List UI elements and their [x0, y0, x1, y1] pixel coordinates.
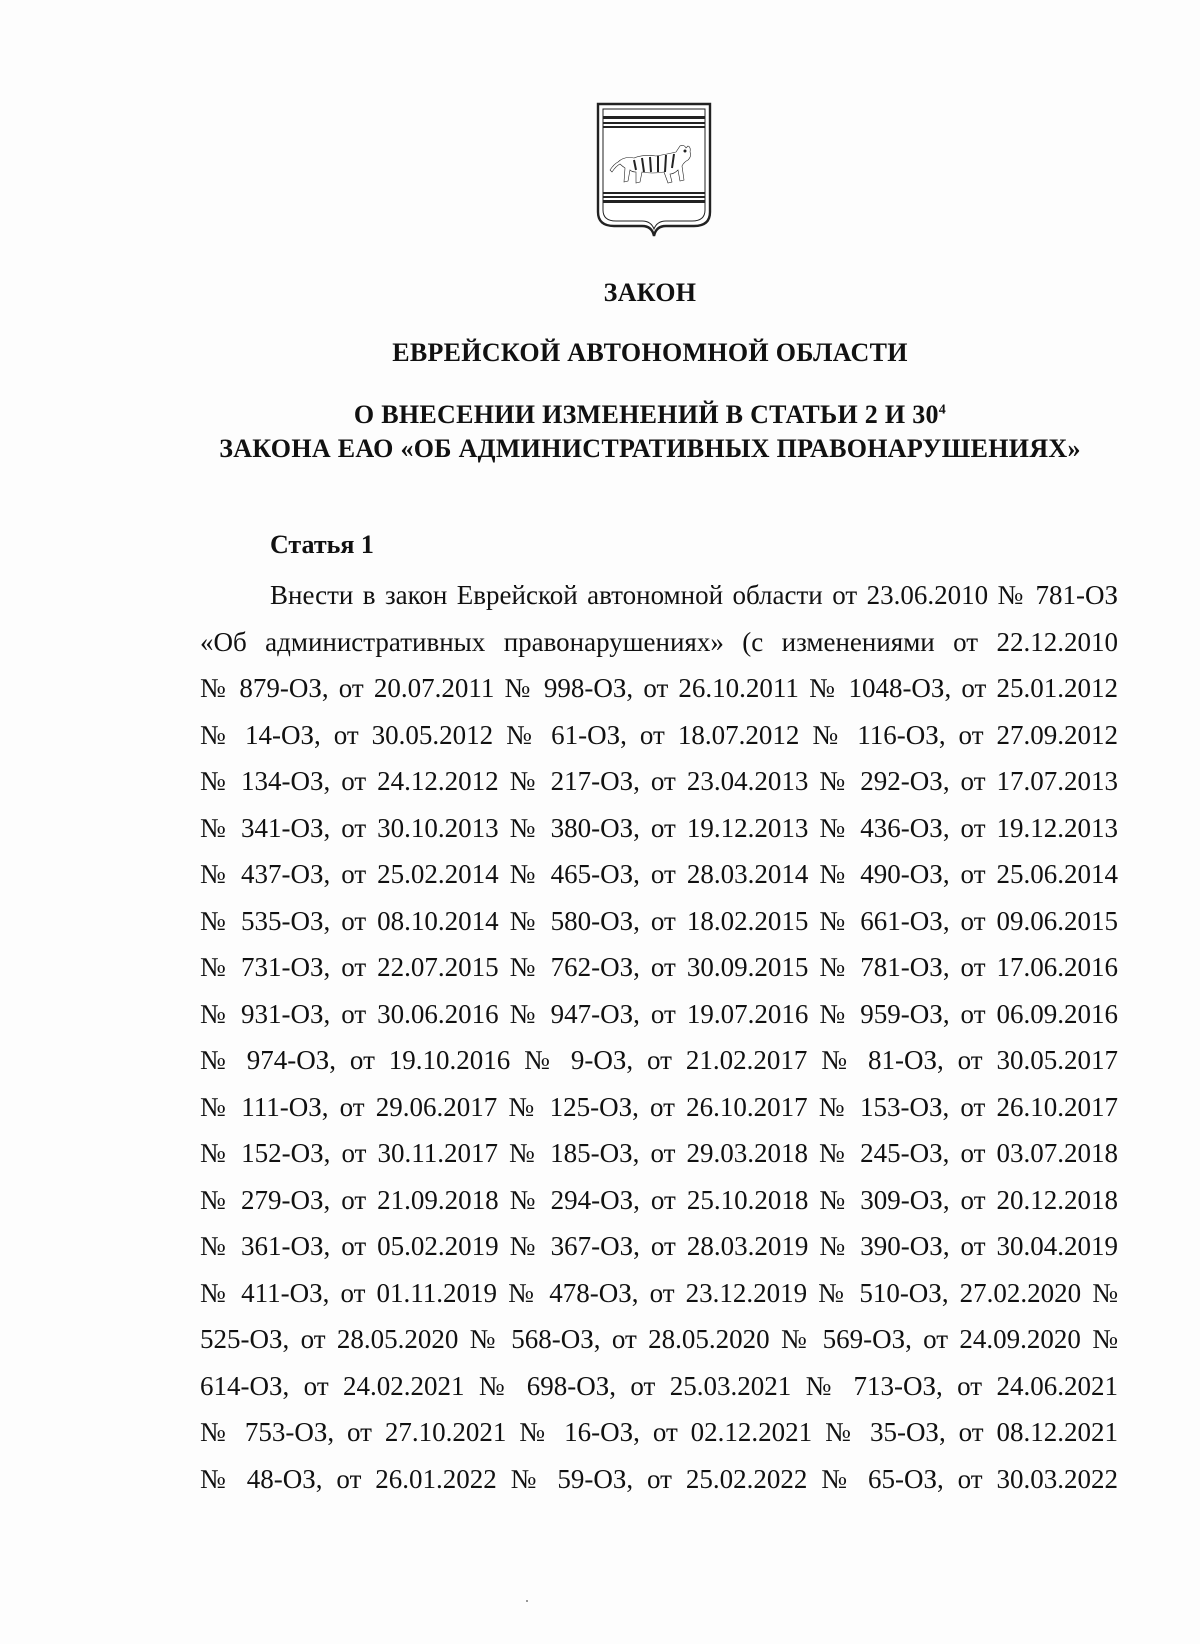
body-line: № 111-ОЗ, от 29.06.2017 № 125-ОЗ, от 26.10.2017 № 153-ОЗ, от 26.10.2017	[200, 1091, 1118, 1122]
article-heading: Статья 1	[270, 530, 374, 559]
coat-of-arms-icon	[594, 100, 714, 240]
body-line: № 974-ОЗ, от 19.10.2016 № 9-ОЗ, от 21.02.2017 № 81-ОЗ, от 30.05.2017	[200, 1045, 1118, 1075]
region-heading: ЕВРЕЙСКОЙ АВТОНОМНОЙ ОБЛАСТИ	[392, 338, 908, 367]
article-body	[200, 572, 1118, 1502]
body-line: № 48-ОЗ, от 26.01.2022 № 59-ОЗ, от 25.02.2022 № 65-ОЗ, от 30.03.2022	[200, 1463, 1118, 1494]
body-line: № 152-ОЗ, от 30.11.2017 № 185-ОЗ, от 29.03.2018 № 245-ОЗ, от 03.07.2018	[200, 1138, 1118, 1168]
body-line: № 879-ОЗ, от 20.07.2011 № 998-ОЗ, от 26.10.2011 № 1048-ОЗ, от 25.01.2012	[200, 673, 1118, 703]
law-title-line-2: ЗАКОНА ЕАО «ОБ АДМИНИСТРАТИВНЫХ ПРАВОНАРУШЕНИЯХ»	[219, 434, 1081, 463]
body-line: 614-ОЗ, от 24.02.2021 № 698-ОЗ, от 25.03.2021 № 713-ОЗ, от 24.06.2021	[200, 1370, 1118, 1401]
law-title-line-1-text: О ВНЕСЕНИИ ИЗМЕНЕНИЙ В СТАТЬИ 2 И 30	[353, 400, 939, 429]
body-line: № 134-ОЗ, от 24.12.2012 № 217-ОЗ, от 23.04.2013 № 292-ОЗ, от 17.07.2013	[200, 766, 1118, 796]
body-line: 525-ОЗ, от 28.05.2020 № 568-ОЗ, от 28.05.2020 № 569-ОЗ, от 24.09.2020 №	[200, 1324, 1118, 1354]
body-line: № 341-ОЗ, от 30.10.2013 № 380-ОЗ, от 19.12.2013 № 436-ОЗ, от 19.12.2013	[200, 812, 1118, 843]
body-line: № 931-ОЗ, от 30.06.2016 № 947-ОЗ, от 19.07.2016 № 959-ОЗ, от 06.09.2016	[200, 998, 1118, 1029]
body-line: № 361-ОЗ, от 05.02.2019 № 367-ОЗ, от 28.03.2019 № 390-ОЗ, от 30.04.2019	[200, 1231, 1118, 1261]
body-line: № 731-ОЗ, от 22.07.2015 № 762-ОЗ, от 30.09.2015 № 781-ОЗ, от 17.06.2016	[200, 952, 1118, 982]
law-heading: ЗАКОН	[603, 278, 697, 307]
body-line: № 535-ОЗ, от 08.10.2014 № 580-ОЗ, от 18.02.2015 № 661-ОЗ, от 09.06.2015	[200, 905, 1118, 936]
body-line: № 437-ОЗ, от 25.02.2014 № 465-ОЗ, от 28.03.2014 № 490-ОЗ, от 25.06.2014	[200, 859, 1118, 889]
body-line: «Об административных правонарушениях» (с изменениями от 22.12.2010	[200, 626, 1118, 657]
body-line: № 753-ОЗ, от 27.10.2021 № 16-ОЗ, от 02.12.2021 № 35-ОЗ, от 08.12.2021	[200, 1417, 1118, 1447]
body-line: № 14-ОЗ, от 30.05.2012 № 61-ОЗ, от 18.07.2012 № 116-ОЗ, от 27.09.2012	[200, 719, 1118, 750]
body-line: № 279-ОЗ, от 21.09.2018 № 294-ОЗ, от 25.10.2018 № 309-ОЗ, от 20.12.2018	[200, 1184, 1118, 1215]
body-line: Внести в закон Еврейской автономной области от 23.06.2010 № 781-ОЗ	[270, 580, 1118, 610]
article-superscript: 4	[938, 402, 947, 418]
scan-dot	[526, 1600, 528, 1602]
body-line: № 411-ОЗ, от 01.11.2019 № 478-ОЗ, от 23.12.2019 № 510-ОЗ, 27.02.2020 №	[200, 1277, 1118, 1308]
law-title-line-1	[50, 400, 1200, 430]
